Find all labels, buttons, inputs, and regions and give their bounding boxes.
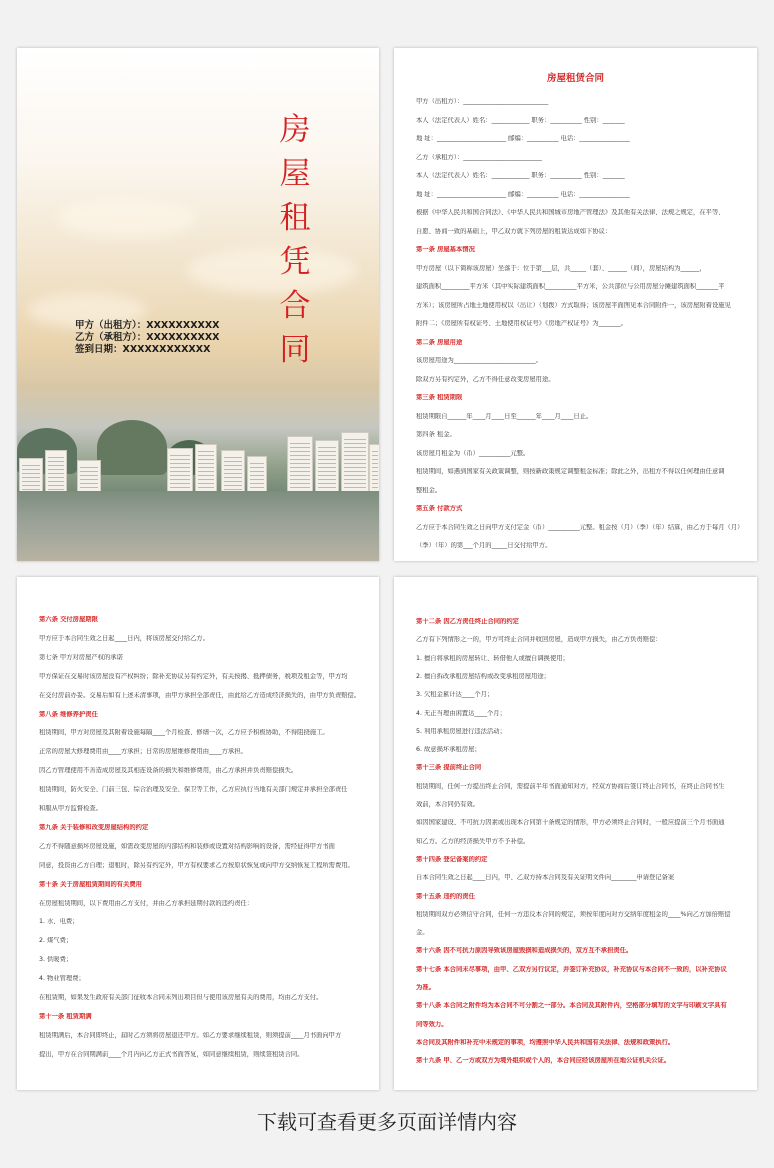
cloud-decoration — [57, 198, 197, 238]
contract-line: 如因国家建设、不可抗力因素或出现本合同第十条规定的情形，甲方必须终止合同时，一般应提前三个月书面通 — [416, 819, 725, 827]
clause-heading: 第九条 关于装修和改变房屋结构的约定 — [39, 823, 149, 831]
contract-line: 第七条 甲方对房屋产权的承诺 — [39, 653, 123, 661]
contract-line: 乙方（承租方）：_________________________ — [416, 153, 542, 161]
contract-line: 1. 擅自将承租的房屋转让、转借他人或擅自调换使用； — [416, 654, 569, 662]
contract-line: 甲方（出租方）：___________________________ — [416, 98, 549, 105]
contract-line: （季）（年）的第___个月的_____日交付给甲方。 — [416, 542, 552, 549]
contract-line: 在房屋租赁期间，以下费用由乙方支付，并由乙方承担延期付款的违约责任： — [39, 899, 254, 907]
building-decoration — [45, 450, 67, 495]
water-decoration — [17, 491, 379, 561]
contract-line: 知乙方。乙方的经济损失甲方不予补偿。 — [416, 837, 530, 845]
contract-line: 整租金。 — [416, 486, 442, 494]
building-decoration — [195, 444, 217, 495]
cover-title-char: 屋 — [279, 156, 311, 192]
clause-heading: 第一条 房屋基本情况 — [416, 246, 475, 253]
contract-line: 地 址：______________________ 邮编：__________ 电话：________________ — [416, 190, 630, 198]
contract-page-2 — [17, 577, 379, 1090]
building-decoration — [221, 450, 245, 495]
contract-page-1 — [394, 48, 757, 561]
contract-line: 本人（法定代表人）姓名：____________ 职务：__________ 性别：_______ — [416, 172, 625, 179]
clause-heading: 第三条 租赁期限 — [416, 394, 463, 401]
trees-decoration — [97, 420, 167, 475]
contract-line: 在租赁期，如果发生政府有关部门征收本合同未列出项目但与使用该房屋有关的费用，均由乙方支付。 — [39, 994, 323, 1001]
contract-line: 2. 擅自拆改承租房屋结构或改变承租房屋用途； — [416, 672, 550, 680]
clause-heading: 同等效力。 — [416, 1020, 448, 1028]
contract-page-3 — [394, 577, 757, 1090]
cover-info — [75, 320, 220, 356]
building-decoration — [369, 444, 379, 495]
clause-heading: 第二条 房屋用途 — [416, 338, 463, 346]
cover-party-b: 乙方（承租方）：XXXXXXXXXX — [75, 332, 220, 343]
clause-heading: 本合同及其附件和补充中未规定的事项，均遵照中华人民共和国有关法律、法规和政策执行。 — [416, 1038, 675, 1046]
clause-heading: 第十七条 本合同未尽事项，由甲、乙双方另行议定，并签订补充协议，补充协议与本合同不一致的，以补充协议 — [416, 965, 727, 973]
building-decoration — [247, 456, 267, 495]
contract-line: 因乙方管理使用不善造成房屋及其相连设备的损失和维修费用，由乙方承担并负责赔偿损失。 — [39, 767, 298, 775]
contract-line: 租赁期间，甲方对房屋及其附着设施每隔____个月检查、修缮一次，乙方应予积极协助，不得阻挠施工。 — [39, 729, 329, 737]
contract-line: 5. 利用承租房屋进行违法活动； — [416, 727, 506, 735]
clause-heading: 第十一条 租赁期满 — [39, 1012, 92, 1020]
contract-line: 第四条 租金。 — [416, 431, 456, 438]
contract-line: 租赁期间双方必须信守合同，任何一方违反本合同的规定，须按年度向对方交纳年度租金的____%向乙方加倍赔偿 — [416, 910, 731, 918]
cover-title-char: 合 — [279, 288, 311, 324]
cover-title-char: 同 — [279, 332, 311, 368]
contract-line: 本人（法定代表人）姓名：____________ 职务：__________ 性别：_______ — [416, 116, 625, 124]
contract-line: 甲方房屋（以下简称该房屋）坐落于：位于第___层，共_____（套）、______（间），房屋结构为______， — [416, 264, 706, 272]
contract-line: 乙方应于本合同生效之日向甲方支付定金（币）__________元整。租金按（月）（季）（年）结算，由乙方于每月（月） — [416, 523, 743, 531]
contract-line: 金。 — [416, 929, 429, 937]
clause-heading: 第十五条 违约的责任 — [416, 892, 475, 900]
clause-heading: 第八条 维修养护责任 — [39, 710, 98, 718]
cover-page — [17, 48, 379, 561]
contract-line: 该房屋月租金为（币）__________元整。 — [416, 449, 530, 457]
contract-line: 该房屋用途为__________________________。 — [416, 357, 542, 364]
clause-heading: 第十九条 甲、乙一方或双方为境外组织或个人的，本合同应经该房屋所在地公证机关公证。 — [416, 1057, 671, 1065]
contract-line: 3. 供暖费； — [39, 956, 73, 964]
cover-title-char: 租 — [279, 200, 311, 236]
contract-line: 租赁期间，如遇到国家有关政策调整，则按新政策规定调整租金标准；除此之外，出租方不得以任何理由任意调 — [416, 468, 725, 475]
contract-line: 自愿、协商一致的基础上，甲乙双方就下列房屋的租赁达成如下协议： — [416, 227, 612, 235]
clause-heading: 第六条 交付房屋期限 — [39, 616, 98, 623]
contract-line: 根据《中华人民共和国合同法》、《中华人民共和国城市房地产管理法》及其他有关法律、法规之规定，在平等、 — [416, 209, 725, 216]
building-decoration — [19, 458, 43, 495]
contract-line: 建筑面积_________平方米（其中实际建筑面积__________平方米，公共部位与公用房屋分摊建筑面积_______平 — [416, 283, 725, 290]
contract-line: 提出，甲方在合同期满前____个月内向乙方正式书面答复，如同意继续租赁，则续签租赁合同。 — [39, 1050, 304, 1058]
clause-heading: 第十三条 提前终止合同 — [416, 764, 482, 772]
contract-line: 乙方有下列情形之一的，甲方可终止合同并收回房屋，造成甲方损失，由乙方负责赔偿： — [416, 636, 662, 644]
contract-line: 甲方应于本合同生效之日起____日内，将该房屋交付给乙方。 — [39, 634, 210, 642]
contract-line: 3. 欠租金累计达____个月； — [416, 691, 494, 699]
clause-heading: 第十二条 因乙方责任终止合同的约定 — [416, 618, 519, 625]
cloud-decoration — [187, 248, 357, 294]
building-decoration — [315, 440, 339, 495]
cover-title-char: 房 — [279, 112, 311, 148]
contract-line: 效前，本合同仍有效。 — [416, 801, 479, 808]
contract-line: 租赁期间，任何一方提出终止合同，需提前半年书面通知对方，经双方协商后签订终止合同书，在终止合同书生 — [416, 782, 725, 790]
cover-title — [275, 108, 315, 372]
contract-line: 地 址：______________________ 邮编：__________ 电话：________________ — [416, 135, 630, 142]
contract-line: 在交付房前办妥。交易后如有上述未清事项，由甲方承担全部责任，由此给乙方造成经济损失的，由甲方负责赔偿。 — [39, 691, 361, 699]
contract-line: 自本合同生效之日起____日内，甲、乙双方持本合同及有关证明文件向________申请登记备案 — [416, 874, 675, 882]
contract-line: 4. 物业管理费； — [39, 975, 85, 983]
contract-line: 2. 煤气费； — [39, 937, 73, 945]
contract-line: 附件二；《房屋所有权证号、土地使用权证号》《房地产权证号》为_______。 — [416, 320, 627, 327]
contract-line: 乙方不得随意损坏房屋设施，如需改变房屋的内部结构和装修或设置对结构影响的设备，需经征得甲方书面 — [39, 842, 335, 850]
clause-heading: 第十条 关于房屋租赁期间的有关费用 — [39, 880, 142, 888]
contract-line: 租赁期间，防火安全、门前三包、综合治理及安全、保卫等工作，乙方应执行当地有关部门规定并承担全部责任 — [39, 786, 348, 794]
contract-line: 租赁期满后，本合同即终止，届时乙方须将房屋退还甲方。如乙方要求继续租赁，则须提前____月书面向甲方 — [39, 1031, 342, 1039]
building-decoration — [287, 436, 313, 495]
contract-line: 甲方保证在交易时该房屋没有产权纠纷；除补充协议另有约定外，有关按揭、抵押债务，税项及租金等，甲方均 — [39, 672, 348, 680]
clause-heading: 为准。 — [416, 984, 435, 991]
download-more-footer: 下载可查看更多页面详情内容 — [257, 1110, 517, 1134]
contract-line: 方米）；该房屋所占地土地使用权以（出让）（划拨）方式取得；该房屋平面图见本合同附件一，该房屋附着设施见 — [416, 301, 731, 309]
cover-title-char: 凭 — [279, 244, 311, 280]
cover-sign-date: 签到日期：XXXXXXXXXXXX — [75, 344, 211, 355]
building-decoration — [341, 432, 369, 495]
clause-heading: 第五条 付款方式 — [416, 505, 463, 512]
clause-heading: 第十六条 因不可抗力原因导致该房屋毁损和造成损失的，双方互不承担责任。 — [416, 947, 633, 955]
contract-line: 4. 无正当理由闲置达____个月； — [416, 709, 506, 717]
contract-line: 正常的房屋大修理费用由____方承担；日常的房屋维修费用由____方承担。 — [39, 748, 247, 756]
contract-line: 同意，投资由乙方自理；退租时，除另有约定外，甲方有权要求乙方按原状恢复或向甲方交纳恢复工程所需费用。 — [39, 861, 354, 869]
contract-line: 租赁期限自______年____月____日至______年____月____日止。 — [416, 412, 593, 420]
contract-line: 除双方另有约定外，乙方不得任意改变房屋用途。 — [416, 375, 555, 383]
clause-heading: 第十四条 登记备案的约定 — [416, 855, 488, 863]
contract-title: 房屋租赁合同 — [546, 73, 604, 84]
contract-line: 和服从甲方监督检查。 — [39, 805, 102, 812]
clause-heading: 第十八条 本合同之附件均为本合同不可分割之一部分。本合同及其附件内，空格部分填写的文字与印刷文字具有 — [416, 1002, 727, 1010]
cover-party-a: 甲方（出租方）：XXXXXXXXXX — [75, 320, 220, 331]
contract-line: 6. 故意损坏承租房屋； — [416, 746, 481, 754]
building-decoration — [77, 460, 101, 495]
building-decoration — [167, 448, 193, 495]
contract-line: 1. 水、电费； — [39, 918, 79, 926]
